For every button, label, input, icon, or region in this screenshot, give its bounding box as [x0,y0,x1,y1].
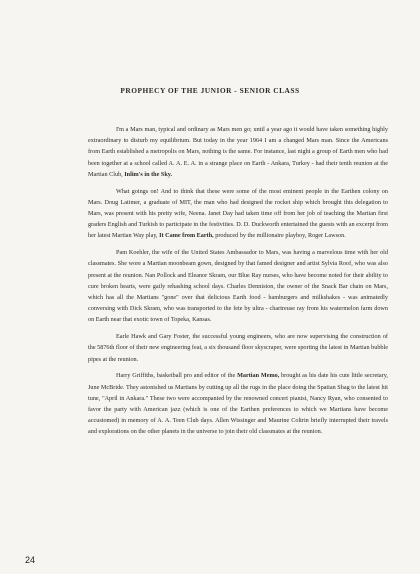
bold-text: Martian Memo, [237,372,280,380]
paragraph-text: Pam Koehler, the wife of the United States Ambassador to Mars, was having a marvelous time with her old classmates. She wore a Martian moonbeam gown, designed by that famed designer and artist Sylvia Roof, who was also present at the reunion. Nan Pollock and Eleanor Skram, our Blue Ray nurses, who have become noted for their ability to cure broken hearts, were gaily rehashing school days. Charles Denniston, the owner of the Snack Bar chain on Mars, which has all the Martians "gone" over that delicious Earth food - hamburgers and milkshakes - was animatedly conversing with Dick Skram, who was transported to the fete by ultra - chartreuse ray from his watermelon farm down on Earth near that exotic town of Topeka, Kansas. [88,249,388,324]
paragraph-text: produced by the millionaire playboy, Roger Lawson. [213,232,346,240]
paragraph-text: I'm a Mars man, typical and ordinary as Mars men go; until a year ago it would have taken something highly extraordinary to disturb my equilibrium. But today in the year 1964 I am a changed Mars man. Since the Americans from Earth established a metropolis on Mars, nothing is the same. For instance, last night a group of Earth men who had been together at a school called A. A. E. A. in a strange place on Earth - Ankara, Turkey - had their tenth reunion at the Martian Club, [88,126,388,178]
body-paragraph [88,124,388,180]
body-paragraph [88,331,388,365]
body-paragraph [88,186,388,242]
page-number: 24 [25,555,36,565]
paragraph-text: What goings on! And to think that these were some of the most eminent people in the Earthen colony on Mars. Doug Latimer, a graduate of MIT, the man who had designed the rocket ship which brought this delegation to Mars, was present with his pretty wife, Neena. Janet Day had taken time off from her job of teaching the Martian first graders English and Turkish to participate in the festivities. D. D. Duckworth entertained the guests with an excerpt from her latest Martian Way play, [88,187,388,240]
body-paragraph [88,370,388,437]
paragraph-text: Earle Hawk and Gary Foster, the successful young engineers, who are now supervising the construction of the 5876th floor of their new engineering feat, a six thousand floor skyscraper, were sporting the latest in Martian bubble pipes at the reunion. [88,333,388,363]
paragraph-text: brought as his date his cute little secretary, June McBride. They astonished us Martians by cutting up all the rugs in the place doing the Spatian Shag to the latest hit tune, "April in Ankara." These two were accompanied by the renowned concert pianist, Nancy Ryan, who consented to favor the party with American jazz (which is one of the Earthen preferences to which we Martians have become accustomed) in memory of A. A. Teen Club days. Allen Wissinger and Maurine Coltrin briefly interrupted their travels and explorations on the other planets in the universe to join their old classmates at the reunion. [88,372,388,436]
page-title: PROPHECY OF THE JUNIOR - SENIOR CLASS [120,86,300,95]
prophecy-body [88,124,388,443]
paragraph-text: Harry Griffiths, basketball pro and editor of the [116,372,238,380]
bold-text: Inlim's in the Sky. [124,170,173,178]
body-paragraph [88,247,388,325]
bold-text: It Came from Earth, [159,232,214,240]
